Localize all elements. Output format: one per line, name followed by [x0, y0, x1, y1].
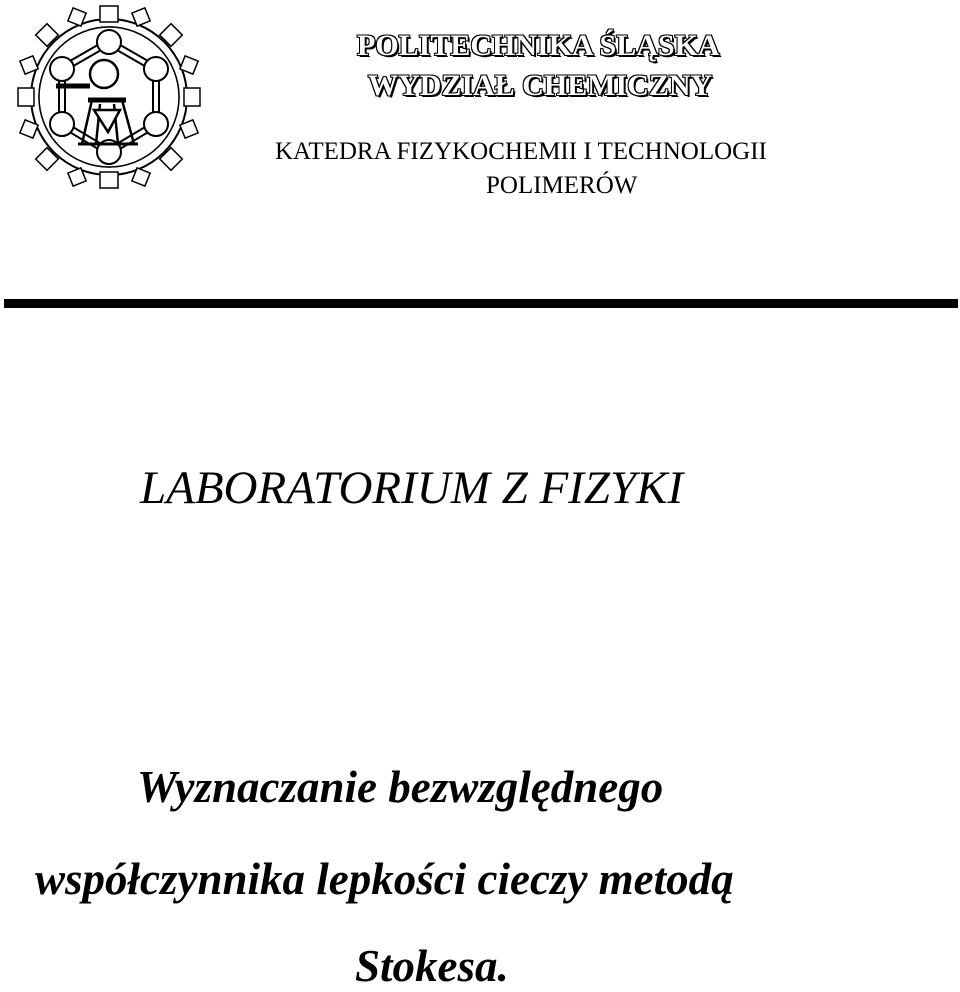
university-logo — [16, 4, 202, 190]
university-emblem-icon — [16, 4, 202, 190]
header-divider — [4, 299, 958, 308]
university-name: POLITECHNIKA ŚLĄSKA — [357, 29, 720, 62]
department-name-line1: KATEDRA FIZYKOCHEMII I TECHNOLOGII — [275, 138, 767, 165]
department-name-line2: POLIMERÓW — [486, 172, 638, 199]
faculty-name: WYDZIAŁ CHEMICZNY — [368, 69, 713, 102]
experiment-title-line2: współczynnika lepkości cieczy metodą — [35, 854, 734, 904]
experiment-title-line3: Stokesa. — [355, 941, 509, 991]
experiment-title-line1: Wyznaczanie bezwzględnego — [137, 762, 664, 812]
lab-title: LABORATORIUM Z FIZYKI — [140, 462, 684, 514]
